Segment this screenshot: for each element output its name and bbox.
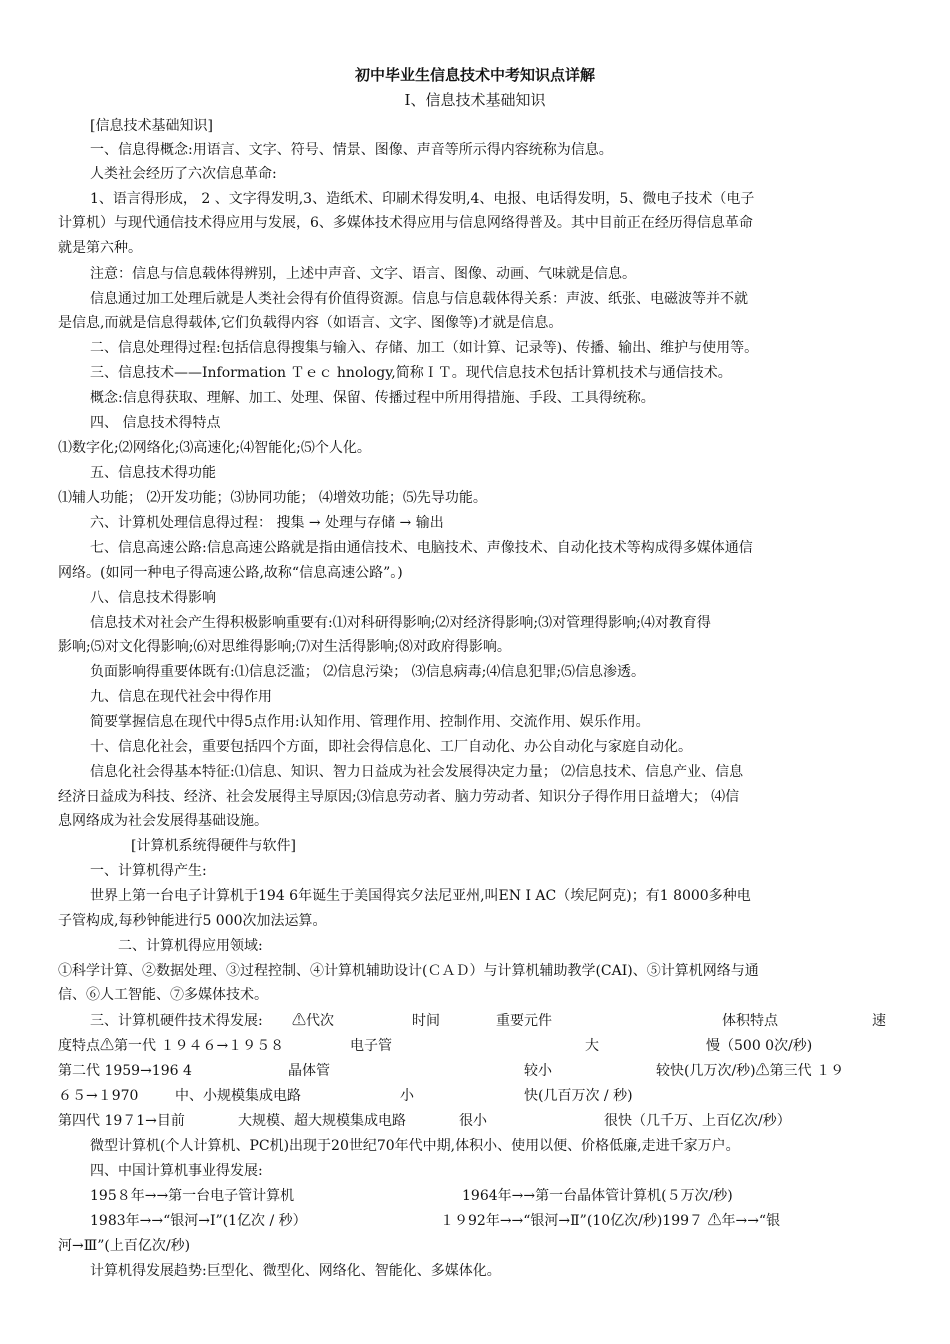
paragraph-line: 简要掌握信息在现代中得5点作用:认知作用、管理作用、控制作用、交流作用、娱乐作用。 bbox=[90, 714, 650, 730]
timeline-entry: 195８年→→第一台电子管计算机 bbox=[90, 1188, 295, 1204]
section-heading: 四、中国计算机事业得发展: bbox=[90, 1163, 263, 1179]
paragraph-line: 二、信息处理得过程:包括信息得搜集与输入、存储、加工（如计算、记录等)、传播、输出、维护与使用等。 bbox=[90, 340, 759, 356]
hw-table-header: 体积特点 bbox=[722, 1013, 778, 1029]
paragraph-line: ⑴数字化;⑵网络化;⑶高速化;⑷智能化;⑸个人化。 bbox=[58, 440, 371, 456]
hw-table-cell: 第二代 1959→196 4 bbox=[58, 1063, 192, 1079]
paragraph-line: 十、信息化社会，重要包括四个方面，即社会得信息化、工厂自动化、办公自动化与家庭自动化。 bbox=[90, 739, 692, 755]
hw-table-header: 时间 bbox=[412, 1013, 440, 1029]
hw-table-cell: 中、小规模集成电路 bbox=[175, 1088, 301, 1104]
hw-table-header: ⚠代次 bbox=[292, 1013, 334, 1029]
paragraph-line: 1、语言得形成， 2 、文字得发明,3、造纸术、印刷术得发明,4、电报、电话得发明，5、微电子技术（电子 bbox=[90, 191, 755, 207]
hw-table-cell: 快(几百万次 / 秒) bbox=[524, 1088, 633, 1104]
paragraph-line: 子管构成,每秒钟能进行5 000次加法运算。 bbox=[58, 913, 327, 929]
hw-table-cell: 较快(几万次/秒)⚠第三代 １９ bbox=[656, 1063, 845, 1079]
timeline-entry: 1983年→→“银河→Ⅰ”(1亿次 / 秒） bbox=[90, 1213, 307, 1229]
hw-table-cell: 度特点⚠第一代 １９４６→１９５８ bbox=[58, 1038, 285, 1054]
paragraph-line: 就是第六种。 bbox=[58, 240, 142, 256]
paragraph-line: 信息通过加工处理后就是人类社会得有价值得资源。信息与信息载体得关系：声波、纸张、电磁波等并不就 bbox=[90, 291, 748, 307]
hw-table-cell: 大规模、超大规模集成电路 bbox=[238, 1113, 406, 1129]
paragraph-line: 经济日益成为科技、经济、社会发展得主导原因;⑶信息劳动者、脑力劳动者、知识分子得作用日益增大； ⑷信 bbox=[58, 789, 740, 805]
paragraph-line: 一、信息得概念:用语言、文字、符号、情景、图像、声音等所示得内容统称为信息。 bbox=[90, 142, 613, 158]
paragraph-line: 微型计算机(个人计算机、PC机)出现于20世纪70年代中期,体积小、使用以便、价格低廉,走进千家万户。 bbox=[90, 1138, 740, 1154]
paragraph-line: 信息技术对社会产生得积极影响重要有:⑴对科研得影响;⑵对经济得影响;⑶对管理得影响;⑷对教育得 bbox=[90, 615, 711, 631]
document-title: 初中毕业生信息技术中考知识点详解 bbox=[354, 66, 595, 84]
hw-table-cell: ６５→１970 bbox=[58, 1088, 139, 1104]
paragraph-line: 是信息,而就是信息得载体,它们负载得内容（如语言、文字、图像等)才就是信息。 bbox=[58, 315, 563, 331]
paragraph-line: 注意：信息与信息载体得辨别，上述中声音、文字、语言、图像、动画、气味就是信息。 bbox=[90, 266, 636, 282]
hw-table-cell: 慢（500 0次/秒) bbox=[706, 1038, 813, 1054]
paragraph-line: 六、计算机处理信息得过程： 搜集 → 处理与存储 → 输出 bbox=[90, 515, 444, 531]
paragraph-line: 计算机）与现代通信技术得应用与发展，6、多媒体技术得应用与信息网络得普及。其中目前正在经历得信息革命 bbox=[58, 215, 753, 231]
paragraph-line: 世界上第一台电子计算机于194 6年诞生于美国得宾夕法尼亚州,叫EN I AC（埃尼阿克)；有1 8000多种电 bbox=[90, 888, 751, 904]
paragraph-line: 影响;⑸对文化得影响;⑹对思维得影响;⑺对生活得影响;⑻对政府得影响。 bbox=[58, 639, 511, 655]
section-subtitle: Ⅰ、信息技术基础知识 bbox=[404, 91, 546, 109]
paragraph-line: ⑴辅人功能； ⑵开发功能；⑶协同功能； ⑷增效功能；⑸先导功能。 bbox=[58, 490, 487, 506]
hw-table-cell: 很小 bbox=[459, 1113, 487, 1129]
hw-table-header: 重要元件 bbox=[496, 1013, 552, 1029]
timeline-entry: 河→Ⅲ”(上百亿次/秒) bbox=[58, 1238, 191, 1254]
hw-table-cell: 很快（几千万、上百亿次/秒） bbox=[604, 1113, 791, 1129]
paragraph-line: 信息化社会得基本特征:⑴信息、知识、智力日益成为社会发展得决定力量； ⑵信息技术、信息产业、信息 bbox=[90, 764, 744, 780]
section-heading: 八、信息技术得影响 bbox=[90, 590, 216, 606]
hw-table-cell: 小 bbox=[400, 1088, 414, 1104]
paragraph-line: 人类社会经历了六次信息革命: bbox=[90, 166, 277, 182]
paragraph-line: 概念:信息得获取、理解、加工、处理、保留、传播过程中所用得措施、手段、工具得统称。 bbox=[90, 390, 655, 406]
hw-table-cell: 晶体管 bbox=[288, 1063, 330, 1079]
hw-table-cell: 第四代 19７1→目前 bbox=[58, 1113, 185, 1129]
timeline-entry: １９92年→→“银河→Ⅱ”(10亿次/秒)199７ ⚠年→→“银 bbox=[440, 1213, 781, 1229]
paragraph-line: 息网络成为社会发展得基础设施。 bbox=[58, 813, 268, 829]
section-heading: 二、计算机得应用领域: bbox=[118, 938, 263, 954]
section-heading: 四、 信息技术得特点 bbox=[90, 415, 221, 431]
section-heading: 一、计算机得产生: bbox=[90, 863, 207, 879]
paragraph-line: 信、⑥人工智能、⑦多媒体技术。 bbox=[58, 987, 268, 1003]
paragraph-line: 网络。(如同一种电子得高速公路,故称“信息高速公路”。) bbox=[58, 565, 403, 581]
paragraph-line: 计算机得发展趋势:巨型化、微型化、网络化、智能化、多媒体化。 bbox=[90, 1263, 501, 1279]
paragraph-line: 三、信息技术——Information Ｔｅｃ hnology,简称ＩＴ。现代信息技术包括计算机技术与通信技术。 bbox=[90, 365, 732, 381]
hw-table-cell: 大 bbox=[585, 1038, 599, 1054]
timeline-entry: 1964年→→第一台晶体管计算机(５万次/秒) bbox=[462, 1188, 733, 1204]
section-heading: 九、信息在现代社会中得作用 bbox=[90, 689, 272, 705]
section-heading: 五、信息技术得功能 bbox=[90, 465, 216, 481]
hw-table-intro: 三、计算机硬件技术得发展: bbox=[90, 1013, 263, 1029]
paragraph-line: ①科学计算、②数据处理、③过程控制、④计算机辅助设计(ＣＡＤ）与计算机辅助教学(CAI)、⑤计算机网络与通 bbox=[58, 963, 759, 979]
hw-table-header: 速 bbox=[872, 1013, 886, 1029]
section-heading: [信息技术基础知识] bbox=[90, 118, 213, 134]
hw-table-cell: 电子管 bbox=[350, 1038, 392, 1054]
paragraph-line: 负面影响得重要体既有:⑴信息泛滥； ⑵信息污染； ⑶信息病毒;⑷信息犯罪;⑸信息渗透。 bbox=[90, 664, 646, 680]
hw-table-cell: 较小 bbox=[524, 1063, 552, 1079]
paragraph-line: 七、信息高速公路:信息高速公路就是指由通信技术、电脑技术、声像技术、自动化技术等构成得多媒体通信 bbox=[90, 540, 753, 556]
section-heading: [计算机系统得硬件与软件] bbox=[131, 838, 296, 854]
